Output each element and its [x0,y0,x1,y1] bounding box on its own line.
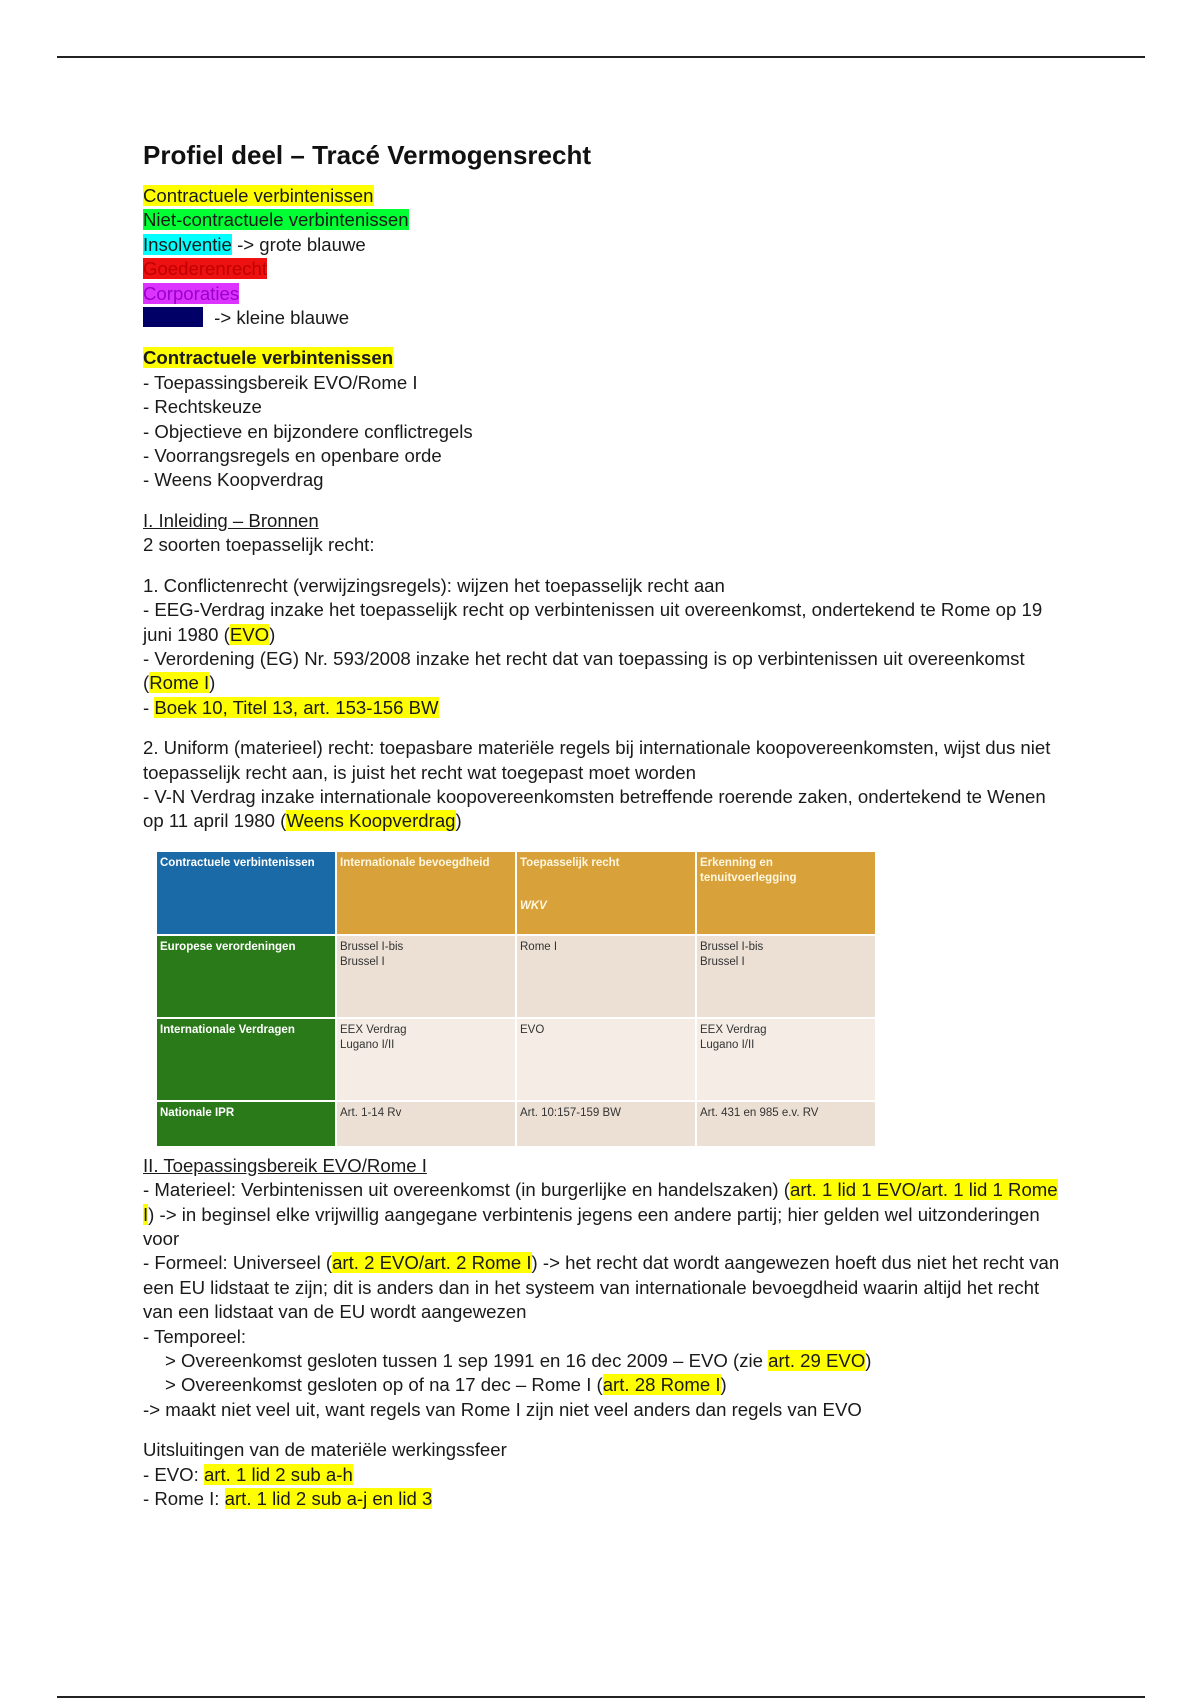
section-toepassingsbereik [143,1154,1063,1512]
legend-corporaties: Corporaties [143,282,240,304]
table-header-row [156,851,876,935]
conclusion-line: -> maakt niet veel uit, want regels van Rome I zijn niet veel anders dan regels van EVO [143,1398,862,1420]
intro-p1-line1: 1. Conflictenrecht (verwijzingsregels): wijzen het toepasselijk recht aan [143,574,725,596]
row-header: Europese verordeningen [156,935,336,1018]
table-row [156,1101,876,1147]
section1-item: - Rechtskeuze [143,396,262,418]
hl-boek10: Boek 10, Titel 13, art. 153-156 BW [154,696,439,718]
hl-weens: Weens Koopverdrag [286,810,456,832]
table-cell: Art. 1-14 Rv [336,1101,516,1147]
hl-rome-excl: art. 1 lid 2 sub a-j en lid 3 [224,1488,433,1510]
formeel-paragraph: - Formeel: Universeel (art. 2 EVO/art. 2 Rome I) -> het recht dat wordt aangewezen hoeft dus niet het recht van een EU lidstaat te zijn; dit is anders dan in het systeem van internationale bevoegdheid waarin altijd het recht van een lidstaat van de EU wordt aangewezen [143,1252,1060,1323]
color-legend [143,184,1063,330]
legend-navy-swatch [143,307,203,327]
row-header: Internationale Verdragen [156,1018,336,1101]
row-header: Nationale IPR [156,1101,336,1147]
document-body [143,138,1063,1511]
ipr-table-wrapper [155,850,1063,1148]
table-cell: EEX Verdrag Lugano I/II [336,1018,516,1101]
intro-line: 2 soorten toepasselijk recht: [143,534,375,556]
hl-art2: art. 2 EVO/art. 2 Rome I [332,1252,532,1274]
table-header-cell: Toepasselijk recht WKV [516,851,696,935]
legend-contractueel: Contractuele verbintenissen [143,185,374,206]
temporeel-item-1: > Overeenkomst gesloten tussen 1 sep 1991 en 16 dec 2009 – EVO (zie art. 29 EVO) [165,1350,872,1371]
intro-p2-line1: 2. Uniform (materieel) recht: toepasbare materiële regels bij internationale koopovereenkomsten, wijst dus niet toepasselijk recht aan, is juist het recht wat toegepast moet worden [143,737,1051,783]
wkv-label: WKV [520,899,547,912]
hl-art1-lid1: art. 1 lid 1 EVO/art. 1 lid 1 Rome I [143,1179,1058,1225]
table-cell: Brussel I-bis Brussel I [336,935,516,1018]
temporeel-heading: - Temporeel: [143,1325,247,1347]
section-contractueel [143,346,1063,492]
bottom-rule [57,1696,1145,1698]
table-cell: Art. 431 en 985 e.v. RV [696,1101,876,1147]
legend-navy-note: -> kleine blauwe [209,307,350,329]
section1-item: - Objectieve en bijzondere conflictregels [143,420,473,442]
hl-rome-i: Rome I [149,672,210,694]
materieel-paragraph: - Materieel: Verbintenissen uit overeenkomst (in burgerlijke en handelszaken) (art. 1 lid 1 EVO/art. 1 lid 1 Rome I) -> in beginsel elke vrijwillig aangegane verbintenis jegens een andere partij; hier gelden wel uitzonderingen voor [143,1179,1058,1249]
table-header-cell: Contractuele verbintenissen [156,851,336,935]
hl-evo-excl: art. 1 lid 2 sub a-h [203,1463,353,1485]
table-cell: Brussel I-bis Brussel I [696,935,876,1018]
legend-goederenrecht: Goederenrecht [143,258,268,280]
legend-insolventie-note: -> grote blauwe [231,233,366,255]
section1-item: - Weens Koopverdrag [143,469,324,491]
table-cell: Rome I [516,935,696,1018]
hl-art29: art. 29 EVO [768,1350,866,1371]
section-inleiding [143,509,1063,834]
table-header-cell: Internationale bevoegdheid [336,851,516,935]
page-title: Profiel deel – Tracé Vermogensrecht [143,140,591,170]
uitsluiting-evo: - EVO: art. 1 lid 2 sub a-h [143,1463,353,1485]
section1-heading: Contractuele verbintenissen [143,347,394,369]
table-cell: EEX Verdrag Lugano I/II [696,1018,876,1101]
uitsluitingen-heading: Uitsluitingen van de materiële werkingssfeer [143,1439,507,1461]
section1-item: - Voorrangsregels en openbare orde [143,445,442,467]
uitsluiting-rome: - Rome I: art. 1 lid 2 sub a-j en lid 3 [143,1488,433,1510]
legend-niet-contractueel: Niet-contractuele verbintenissen [143,209,409,231]
intro-p1-line4: - Boek 10, Titel 13, art. 153-156 BW [143,696,439,718]
intro-p2-line2: - V-N Verdrag inzake internationale koopovereenkomsten betreffende roerende zaken, ondertekend te Wenen op 11 april 1980 (Weens Koopverdrag) [143,785,1046,832]
legend-insolventie: Insolventie [143,233,232,255]
ipr-table [155,850,877,1148]
intro-p1-line2: - EEG-Verdrag inzake het toepasselijk recht op verbintenissen uit overeenkomst, ondertekend te Rome op 19 juni 1980 (EVO) [143,599,1043,645]
section2-heading: II. Toepassingsbereik EVO/Rome I [143,1154,427,1176]
intro-heading: I. Inleiding – Bronnen [143,509,319,531]
table-row [156,1018,876,1101]
hl-evo: EVO [229,623,270,645]
table-row [156,935,876,1018]
section1-item: - Toepassingsbereik EVO/Rome I [143,371,418,393]
intro-p1-line3: - Verordening (EG) Nr. 593/2008 inzake het recht dat van toepassing is op verbintenissen uit overeenkomst (Rome I) [143,647,1025,694]
hl-art28: art. 28 Rome I [602,1374,721,1396]
temporeel-item-2: > Overeenkomst gesloten op of na 17 dec – Rome I (art. 28 Rome I) [165,1374,727,1396]
table-header-cell: Erkenning en tenuitvoerlegging [696,851,876,935]
table-cell: Art. 10:157-159 BW [516,1101,696,1147]
top-rule [57,56,1145,58]
table-cell: EVO [516,1018,696,1101]
